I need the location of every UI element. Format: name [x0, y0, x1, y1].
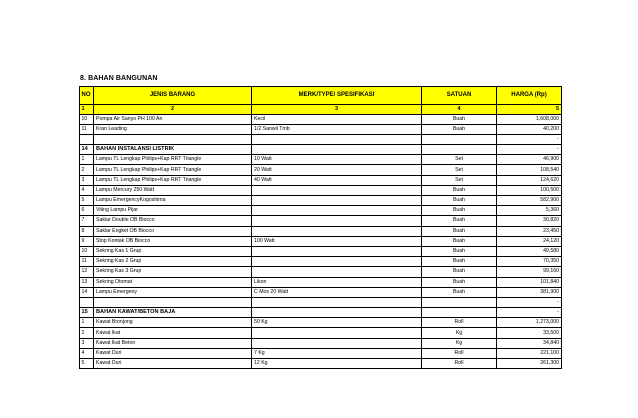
table-row — [80, 236, 562, 246]
cell-no: 3 — [80, 338, 94, 348]
cell-satuan: Buah — [422, 277, 497, 287]
table-row — [80, 185, 562, 195]
cell-merk — [252, 226, 422, 236]
cell-jenis-barang: Saklar Engkel OB Biocco — [94, 226, 252, 236]
cell-jenis-barang: Kawat Duri — [94, 359, 252, 369]
table-row — [80, 206, 562, 216]
table-row — [80, 155, 562, 165]
cell-no: 7 — [80, 216, 94, 226]
cell-no: 1 — [80, 155, 94, 165]
cell-merk — [252, 308, 422, 318]
cell-jenis-barang: Kawat Bronjong — [94, 318, 252, 328]
cell-harga: 261,300 — [497, 359, 562, 369]
cell-no: 5 — [80, 196, 94, 206]
cell-merk — [252, 206, 422, 216]
cell-harga: 100,500 — [497, 185, 562, 195]
table-row — [80, 287, 562, 297]
cell-merk: 100 Watt — [252, 236, 422, 246]
cell-no: 14 — [80, 287, 94, 297]
cell-no: 9 — [80, 236, 94, 246]
cell-harga: 582,900 — [497, 196, 562, 206]
header-no: NO — [80, 87, 94, 105]
cell-satuan: Buah — [422, 206, 497, 216]
cell-harga: 40,200 — [497, 124, 562, 134]
cell-jenis-barang: BAHAN INSTALANSI LISTRIK — [94, 145, 252, 155]
cell-harga: 30,820 — [497, 216, 562, 226]
cell-jenis-barang: Lampu Emergeny — [94, 287, 252, 297]
cell-harga: 101,840 — [497, 277, 562, 287]
cell-jenis-barang: Lampu TL Lengkap Philips+Kap RRT Triangle — [94, 175, 252, 185]
table-row — [80, 359, 562, 369]
table-row — [80, 267, 562, 277]
cell-no: 11 — [80, 257, 94, 267]
cell-merk: 50 Kg — [252, 318, 422, 328]
cell-merk: 12 Kg — [252, 359, 422, 369]
cell-no — [80, 297, 94, 307]
index-cell: 4 — [422, 105, 497, 115]
cell-satuan: Roll — [422, 318, 497, 328]
index-row — [80, 105, 562, 115]
table-row — [80, 338, 562, 348]
cell-merk — [252, 338, 422, 348]
cell-merk — [252, 216, 422, 226]
cell-no: 10 — [80, 246, 94, 256]
cell-no: 2 — [80, 165, 94, 175]
section-heading-row — [80, 145, 562, 155]
table-row — [80, 297, 562, 307]
cell-harga: 70,350 — [497, 257, 562, 267]
cell-harga: 49,580 — [497, 246, 562, 256]
cell-jenis-barang: Lampu Mercury 250 Watt — [94, 185, 252, 195]
cell-merk: 40 Watt — [252, 175, 422, 185]
cell-jenis-barang: BAHAN KAWAT/BETON BAJA — [94, 308, 252, 318]
cell-satuan: Buah — [422, 267, 497, 277]
cell-satuan: Roll — [422, 348, 497, 358]
section-title: 8. BAHAN BANGUNAN — [80, 75, 158, 82]
table-row — [80, 196, 562, 206]
cell-jenis-barang: Sekring Kas 3 Grup — [94, 267, 252, 277]
cell-merk — [252, 185, 422, 195]
cell-no: 5 — [80, 359, 94, 369]
cell-harga: 46,900 — [497, 155, 562, 165]
cell-no: 11 — [80, 124, 94, 134]
cell-no: 2 — [80, 328, 94, 338]
cell-harga: - — [497, 297, 562, 307]
cell-satuan: Buah — [422, 257, 497, 267]
cell-satuan — [422, 134, 497, 144]
cell-no: 4 — [80, 348, 94, 358]
table-body — [80, 114, 562, 369]
header-harga: HARGA (Rp) — [497, 87, 562, 105]
table-row — [80, 226, 562, 236]
cell-merk: 1/2 Sanwil Tmb — [252, 124, 422, 134]
section-heading-row — [80, 308, 562, 318]
cell-satuan: Buah — [422, 124, 497, 134]
cell-jenis-barang: Lampu TL Lengkap Philips+Kap RRT Triangle — [94, 155, 252, 165]
cell-harga: 108,540 — [497, 165, 562, 175]
cell-merk: C Mos 20 Watt — [252, 287, 422, 297]
cell-satuan: Buah — [422, 287, 497, 297]
cell-merk — [252, 297, 422, 307]
cell-jenis-barang: Saklar Double OB Biocco — [94, 216, 252, 226]
cell-merk: Kecil — [252, 114, 422, 124]
header-jenis-barang: JENIS BARANG — [94, 87, 252, 105]
cell-satuan: Buah — [422, 246, 497, 256]
cell-merk — [252, 134, 422, 144]
cell-jenis-barang: Kawat Ikat — [94, 328, 252, 338]
cell-harga: 99,160 — [497, 267, 562, 277]
cell-satuan: Buah — [422, 216, 497, 226]
cell-no — [80, 134, 94, 144]
cell-jenis-barang: Kawat Ikat Beton — [94, 338, 252, 348]
cell-no: 6 — [80, 206, 94, 216]
cell-harga: 33,500 — [497, 328, 562, 338]
index-cell: 5 — [497, 105, 562, 115]
cell-no: 15 — [80, 308, 94, 318]
cell-satuan: Set — [422, 175, 497, 185]
table-row — [80, 216, 562, 226]
cell-jenis-barang: Kran Leading — [94, 124, 252, 134]
cell-satuan: Set — [422, 155, 497, 165]
cell-jenis-barang: Kawat Duri — [94, 348, 252, 358]
cell-harga: - — [497, 308, 562, 318]
cell-satuan: Buah — [422, 236, 497, 246]
index-cell: 1 — [80, 105, 94, 115]
cell-satuan: Roll — [422, 359, 497, 369]
table-row — [80, 175, 562, 185]
cell-satuan: Buah — [422, 226, 497, 236]
cell-merk: 10 Watt — [252, 155, 422, 165]
cell-no: 13 — [80, 277, 94, 287]
cell-merk — [252, 145, 422, 155]
cell-jenis-barang: Stop Kontak OB Biocco — [94, 236, 252, 246]
index-cell: 3 — [252, 105, 422, 115]
cell-harga: - — [497, 134, 562, 144]
cell-satuan: Kg — [422, 338, 497, 348]
cell-jenis-barang: Sekring Kas 1 Grup — [94, 246, 252, 256]
cell-jenis-barang: Lampu EmergencyKogoshima — [94, 196, 252, 206]
table-row — [80, 134, 562, 144]
cell-merk — [252, 328, 422, 338]
table-row — [80, 328, 562, 338]
header-satuan: SATUAN — [422, 87, 497, 105]
table-row — [80, 124, 562, 134]
cell-harga: 221,100 — [497, 348, 562, 358]
cell-merk: 7 Kg — [252, 348, 422, 358]
cell-merk — [252, 257, 422, 267]
cell-satuan: Kg — [422, 328, 497, 338]
cell-no: 12 — [80, 267, 94, 277]
cell-harga: 34,840 — [497, 338, 562, 348]
cell-harga: 1,608,000 — [497, 114, 562, 124]
cell-satuan — [422, 308, 497, 318]
cell-merk — [252, 246, 422, 256]
cell-satuan — [422, 297, 497, 307]
header-row — [80, 87, 562, 105]
cell-jenis-barang — [94, 297, 252, 307]
cell-no: 1 — [80, 318, 94, 328]
cell-satuan: Set — [422, 165, 497, 175]
cell-harga: 124,620 — [497, 175, 562, 185]
table-row — [80, 114, 562, 124]
cell-merk: Likon — [252, 277, 422, 287]
cell-jenis-barang: Sekring Otomat — [94, 277, 252, 287]
cell-merk — [252, 196, 422, 206]
cell-no: 10 — [80, 114, 94, 124]
table-row — [80, 165, 562, 175]
index-cell: 2 — [94, 105, 252, 115]
cell-harga: 381,900 — [497, 287, 562, 297]
cell-satuan: Buah — [422, 196, 497, 206]
cell-harga: - — [497, 145, 562, 155]
cell-no: 4 — [80, 185, 94, 195]
cell-jenis-barang: Lampu TL Lengkap Philips+Kap RRT Triangle — [94, 165, 252, 175]
cell-jenis-barang — [94, 134, 252, 144]
cell-harga: 5,360 — [497, 206, 562, 216]
cell-satuan: Buah — [422, 114, 497, 124]
table-row — [80, 318, 562, 328]
cell-jenis-barang: Sekring Kas 2 Grup — [94, 257, 252, 267]
cell-no: 14 — [80, 145, 94, 155]
table-row — [80, 246, 562, 256]
cell-harga: 23,450 — [497, 226, 562, 236]
table-row — [80, 277, 562, 287]
cell-no: 3 — [80, 175, 94, 185]
cell-satuan — [422, 145, 497, 155]
cell-satuan: Buah — [422, 185, 497, 195]
table-row — [80, 257, 562, 267]
table-row — [80, 348, 562, 358]
header-merk: MERK/TYPE/ SPESIFIKASI — [252, 87, 422, 105]
cell-jenis-barang: Pompa Air Sanyo PH 100 An — [94, 114, 252, 124]
cell-jenis-barang: Viting Lampu Pijar — [94, 206, 252, 216]
cell-harga: 24,120 — [497, 236, 562, 246]
cell-harga: 1,273,000 — [497, 318, 562, 328]
price-table — [79, 86, 562, 369]
cell-merk — [252, 267, 422, 277]
cell-no: 8 — [80, 226, 94, 236]
cell-merk: 20 Watt — [252, 165, 422, 175]
